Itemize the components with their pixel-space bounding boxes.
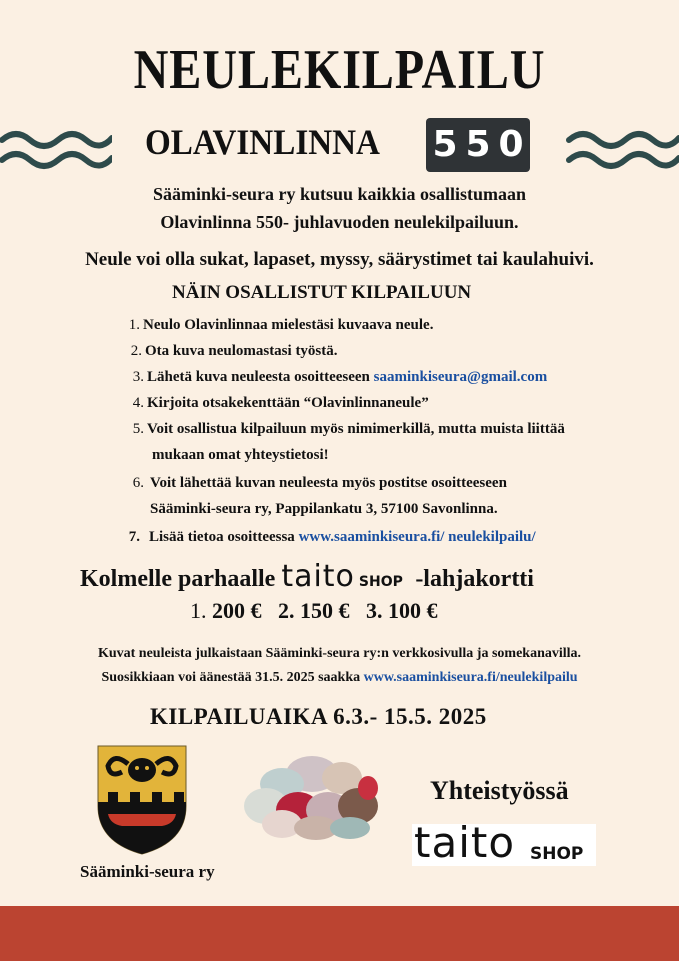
step-text: Voit osallistua kilpailuun myös nimimerkillä, mutta muista liittää xyxy=(147,421,565,437)
step-text: Ota kuva neulomastasi työstä. xyxy=(145,343,338,359)
coat-of-arms-image xyxy=(96,744,188,856)
taito-shop-logo-box xyxy=(412,818,596,867)
taito-logo-word: taito xyxy=(414,818,516,867)
wave-decoration-right xyxy=(566,124,679,174)
yarn-balls-image xyxy=(242,754,378,840)
wave-decoration-left xyxy=(0,124,112,174)
step-number: 4. xyxy=(132,395,144,411)
badge-digit: 5 xyxy=(432,124,458,165)
intro-line: Sääminki-seura ry kutsuu kaikkia osallistumaan xyxy=(152,184,527,204)
website-link[interactable]: www.saaminkiseura.fi/ neulekilpailu/ xyxy=(298,529,536,545)
step-number: 2. xyxy=(130,343,142,359)
cooperation-label: Yhteistyössä xyxy=(430,776,569,805)
step-number: 7. xyxy=(128,529,140,545)
step-number: 3. xyxy=(132,369,144,385)
taito-shop-logo xyxy=(281,560,409,599)
page-title: NEULEKILPAILU xyxy=(133,39,546,101)
badge-digit: 0 xyxy=(498,124,524,165)
organization-name: Sääminki-seura ry xyxy=(80,862,215,881)
taito-logo-word: taito xyxy=(281,559,355,594)
prize-value: 200 € xyxy=(212,598,262,623)
voting-text: Suosikkiaan voi äänestää 31.5. 2025 saakka xyxy=(101,670,361,685)
prize-line xyxy=(80,560,534,599)
section-heading: NÄIN OSALLISTUT KILPAILUUN xyxy=(172,282,472,303)
subtitle: OLAVINLINNA xyxy=(145,122,380,162)
anniversary-badge xyxy=(426,118,530,172)
voting-link[interactable]: www.saaminkiseura.fi/neulekilpailu xyxy=(363,670,578,685)
step-number: 6. xyxy=(132,475,144,491)
step-number: 5. xyxy=(132,421,144,437)
competition-period: KILPAILUAIKA 6.3.- 15.5. 2025 xyxy=(150,704,487,729)
prize-amounts xyxy=(190,598,438,624)
prize-rank: 3. xyxy=(366,598,383,623)
email-link[interactable]: saaminkiseura@gmail.com xyxy=(373,369,548,385)
badge-digit: 5 xyxy=(465,124,491,165)
prize-text: Kolmelle parhaalle xyxy=(80,566,276,592)
prize-rank: 2. xyxy=(278,598,295,623)
prize-value: 150 € xyxy=(300,598,350,623)
prize-text-suffix: -lahjakortti xyxy=(415,566,534,592)
taito-logo-shop: SHOP xyxy=(530,844,584,864)
taito-logo-shop: SHOP xyxy=(358,574,403,590)
intro-line: Olavinlinna 550- juhlavuoden neulekilpailuun. xyxy=(160,212,519,232)
step-number: 1. xyxy=(128,317,140,333)
step-text: Lähetä kuva neuleesta osoitteeseen xyxy=(147,369,370,385)
step-text: Kirjoita otsakekenttään “Olavinlinnaneule” xyxy=(147,395,429,411)
step-text: Neulo Olavinlinnaa mielestäsi kuvaava neule. xyxy=(143,317,434,333)
prize-rank: 1. xyxy=(190,598,207,623)
prize-value: 100 € xyxy=(388,598,438,623)
step-text: Voit lähettää kuvan neuleesta myös postitse osoitteeseen xyxy=(150,475,507,491)
step-text-continued: mukaan omat yhteystietosi! xyxy=(152,447,329,463)
footer-band xyxy=(0,906,679,961)
intro-line: Neule voi olla sukat, lapaset, myssy, säärystimet tai kaulahuivi. xyxy=(85,249,594,270)
step-text-continued: Sääminki-seura ry, Pappilankatu 3, 57100 Savonlinna. xyxy=(150,501,498,517)
publication-note: Kuvat neuleista julkaistaan Sääminki-seura ry:n verkkosivulla ja somekanavilla. xyxy=(97,646,582,661)
step-text: Lisää tietoa osoitteessa xyxy=(149,529,295,545)
voting-note xyxy=(0,666,679,690)
